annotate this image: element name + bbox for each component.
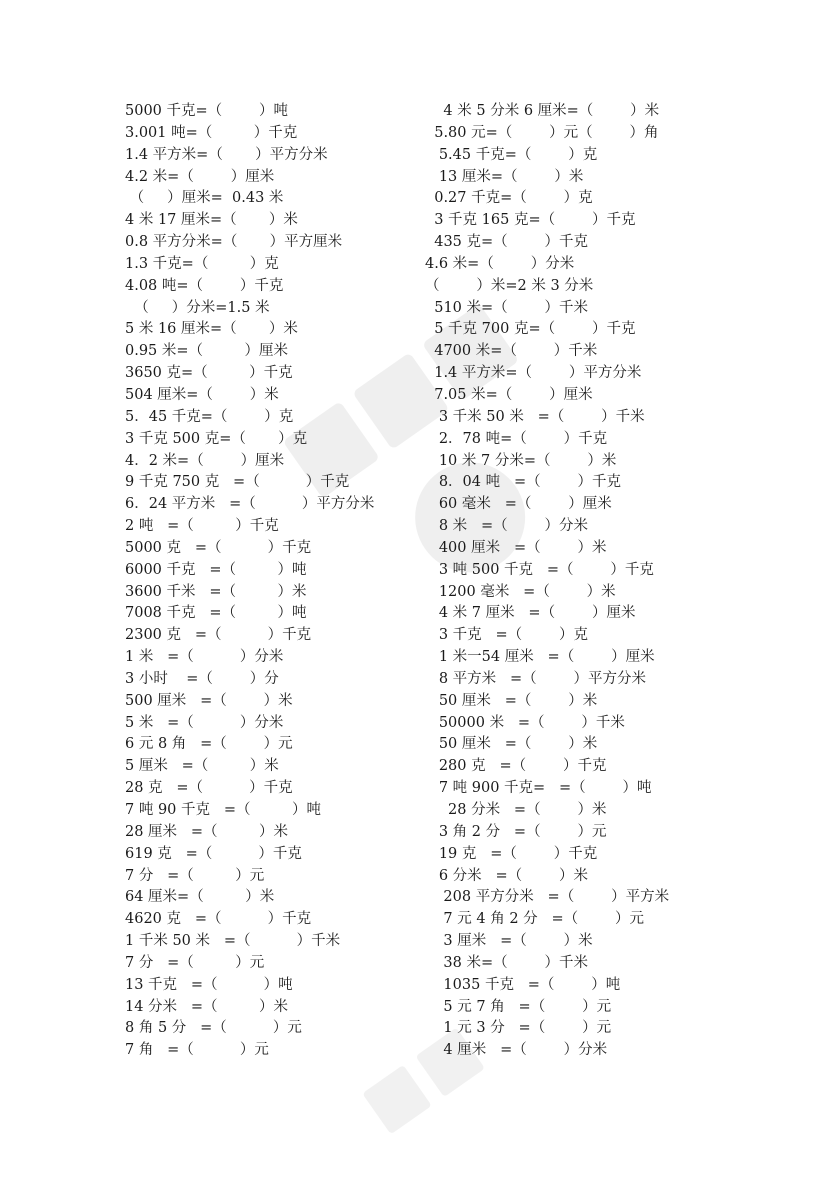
exercise-line: 2 吨 =（ ）千克 [125,518,279,535]
exercise-line: 60 毫米 =（ ）厘米 [425,496,612,513]
exercise-line: 7.05 米=（ ）厘米 [425,386,593,403]
exercise-line: （ ）米=2 米 3 分米 [425,277,594,294]
exercise-line: 504 厘米=（ ）米 [125,386,279,403]
exercise-line: 8 角 5 分 =（ ）元 [125,1020,302,1037]
exercise-line: 400 厘米 =（ ）米 [425,539,607,556]
exercise-line: 1 千米 50 米 =（ ）千米 [125,933,341,950]
exercise-line: 4 厘米 =（ ）分米 [425,1042,608,1059]
exercise-line: 3 千克 500 克=（ ）克 [125,430,308,447]
exercise-line: 28 克 =（ ）千克 [125,780,293,797]
exercise-line: 6000 千克 =（ ）吨 [125,561,307,578]
exercise-line: 3600 千米 =（ ）米 [125,583,307,600]
exercise-line: 5.45 千克=（ ）克 [425,146,598,163]
exercise-line: 4 米 17 厘米=（ ）米 [125,212,298,229]
exercise-line: 4.6 米=（ ）分米 [425,255,575,272]
exercise-line: 9 千克 750 克 =（ ）千克 [125,474,350,491]
exercise-line: 1 米一54 厘米 =（ ）厘米 [425,649,655,666]
exercise-line: 0.27 千克=（ ）克 [425,190,593,207]
exercise-line: 28 分米 =（ ）米 [425,802,607,818]
exercise-line: 50 厘米 =（ ）米 [425,692,598,709]
exercise-line: 10 米 7 分米=（ ）米 [425,452,617,469]
exercise-line: 3650 克=（ ）千克 [125,365,293,382]
exercise-line: 5 米 =（ ）分米 [125,714,284,731]
exercise-line: 3 千克 165 克=（ ）千克 [425,212,636,229]
exercise-line: 3 千米 50 米 =（ ）千米 [425,408,645,425]
exercise-line: 8．04 吨 =（ ）千克 [425,474,621,491]
exercise-line: 50 厘米 =（ ）米 [425,736,598,753]
exercise-line: 2300 克 =（ ）千克 [125,627,312,644]
exercise-line: （ ）厘米= 0.43 米 [125,190,284,207]
exercise-line: 3.001 吨=（ ）千克 [125,124,298,141]
exercise-line: 7 元 4 角 2 分 =（ ）元 [425,911,645,928]
exercise-line: 1035 千克 =（ ）吨 [425,976,621,993]
exercise-line: 4 米 5 分米 6 厘米=（ ）米 [425,103,660,119]
exercise-line: 3 厘米 =（ ）米 [425,933,593,950]
exercise-line: 28 厘米 =（ ）米 [125,823,289,840]
exercise-line: 13 千克 =（ ）吨 [125,976,293,993]
exercise-line: 64 厘米=（ ）米 [125,889,275,906]
exercise-line: 0.8 平方分米=（ ）平方厘米 [125,234,343,251]
exercise-line: 1.4 平方米=（ ）平方分米 [425,365,642,382]
exercise-line: 4.08 吨=（ ）千克 [125,277,284,294]
exercise-line: 7008 千克 =（ ）吨 [125,605,307,622]
exercise-line: 3 角 2 分 =（ ）元 [425,823,607,840]
exercise-line: 7 分 =（ ）元 [125,867,265,884]
exercise-line: 5．45 千克=（ ）克 [125,408,294,425]
exercise-line: 435 克=（ ）千克 [425,234,589,251]
exercise-line: 5 千克 700 克=（ ）千克 [425,321,636,338]
exercise-line: 6．24 平方米 =（ ）平方分米 [125,496,375,513]
exercise-line: 0.95 米=（ ）厘米 [125,343,289,360]
exercise-line: 510 米=（ ）千米 [425,299,589,316]
exercise-line: 3 吨 500 千克 =（ ）千克 [425,561,654,578]
exercise-line: 6 元 8 角 =（ ）元 [125,736,293,753]
left-column [125,101,425,1062]
exercise-line: 4 米 7 厘米 =（ ）厘米 [425,605,636,622]
exercise-line: 5.80 元=（ ）元（ ）角 [425,124,659,141]
exercise-line: 2．78 吨=（ ）千克 [425,430,608,447]
exercise-line: 14 分米 =（ ）米 [125,998,289,1015]
exercise-line: 8 米 =（ ）分米 [425,518,589,535]
exercise-line: 5 米 16 厘米=（ ）米 [125,321,298,338]
exercise-line: 4.2 米=（ ）厘米 [125,168,275,185]
exercise-line: 4620 克 =（ ）千克 [125,911,312,928]
exercise-line: 1 米 =（ ）分米 [125,649,284,666]
exercise-line: 7 吨 90 千克 =（ ）吨 [125,802,321,818]
exercise-line: 6 分米 =（ ）米 [425,867,589,884]
exercise-line: （ ）分米=1.5 米 [125,299,270,316]
exercise-line: 8 平方米 =（ ）平方分米 [425,670,647,687]
exercise-line: 1 元 3 分 =（ ）元 [425,1020,612,1037]
exercise-line: 13 厘米=（ ）米 [425,168,584,185]
exercise-line: 5 厘米 =（ ）米 [125,758,279,775]
exercise-line: 5000 千克=（ ）吨 [125,103,289,119]
exercise-line: 7 分 =（ ）元 [125,954,265,971]
exercise-line: 7 吨 900 千克= =（ ）吨 [425,780,652,797]
exercise-line: 500 厘米 =（ ）米 [125,692,293,709]
exercise-line: 4700 米=（ ）千米 [425,343,598,360]
right-column [425,101,715,1062]
exercise-line: 4．2 米=（ ）厘米 [125,452,285,469]
exercise-line: 50000 米 =（ ）千米 [425,714,625,731]
exercise-line: 7 角 =（ ）元 [125,1042,269,1059]
exercise-line: 280 克 =（ ）千克 [425,758,607,775]
exercise-line: 3 千克 =（ ）克 [425,627,589,644]
exercise-line: 5000 克 =（ ）千克 [125,539,312,556]
exercise-line: 619 克 =（ ）千克 [125,845,302,862]
exercise-line: 19 克 =（ ）千克 [425,845,598,862]
exercise-line: 1.3 千克=（ ）克 [125,255,279,272]
exercise-line: 5 元 7 角 =（ ）元 [425,998,612,1015]
exercise-line: 208 平方分米 =（ ）平方米 [425,889,670,906]
exercise-line: 3 小时 =（ ）分 [125,670,279,687]
exercise-line: 1200 毫米 =（ ）米 [425,583,616,600]
exercise-line: 38 米=（ ）千米 [425,954,589,971]
exercise-line: 1.4 平方米=（ ）平方分米 [125,146,328,163]
